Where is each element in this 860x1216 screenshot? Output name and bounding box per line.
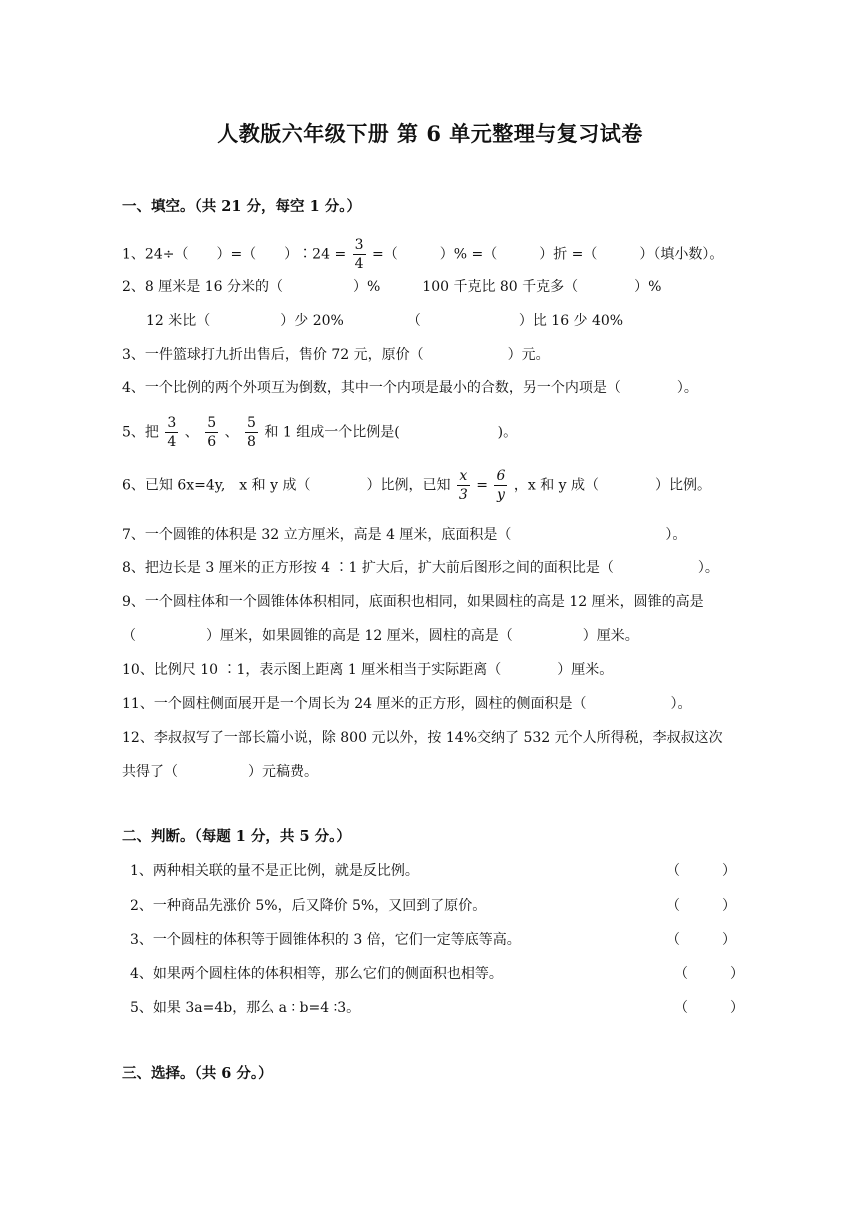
judge-item-2: 2、一种商品先涨价 5%，后又降价 5%，又回到了原价。: [130, 898, 487, 914]
question-8: 8、把边长是 3 厘米的正方形按 4 ∶1 扩大后，扩大前后图形之间的面积比是（ ）。: [122, 560, 719, 576]
question-6-part-b: ，x 和 y 成（ ）比例。: [513, 477, 711, 494]
judge-item-5: 5、如果 3a=4b，那么 a ∶ b=4 ∶3。: [130, 1000, 361, 1016]
question-3: 3、一件篮球打九折出售后，售价 72 元，原价（ ）元。: [122, 347, 550, 363]
judge-item-1: 1、两种相关联的量不是正比例，就是反比例。: [130, 863, 419, 879]
question-1-part-a: 1、24÷（ ）=（ ）∶24 =: [122, 246, 347, 263]
fraction-5-8: [245, 416, 258, 449]
judge-answer-paren-2: （ ）: [666, 898, 736, 914]
question-6: [122, 469, 711, 502]
page-title: 人教版六年级下册 第 6 单元整理与复习试卷: [217, 121, 643, 146]
judge-item-4: 4、如果两个圆柱体的体积相等，那么它们的侧面积也相等。: [130, 966, 503, 982]
separator: 、: [224, 424, 239, 441]
question-10: 10、比例尺 10 ∶1，表示图上距离 1 厘米相当于实际距离（ ）厘米。: [122, 662, 614, 678]
fraction-denominator: 6: [207, 434, 217, 450]
question-1-part-b: =（ ）% =（ ）折 =（ ）（填小数）。: [372, 246, 724, 263]
judge-answer-paren-3: （ ）: [666, 932, 736, 948]
question-9-line-1: 9、一个圆柱体和一个圆锥体体积相同，底面积也相同，如果圆柱的高是 12 厘米，圆锥的高是: [122, 594, 704, 610]
fraction-numerator: 5: [207, 415, 217, 431]
fraction-3-4: [353, 238, 366, 271]
fraction-numerator: 5: [247, 415, 256, 431]
question-5-prefix: 5、把: [122, 424, 159, 441]
question-12-line-2: 共得了（ ）元稿费。: [122, 764, 318, 780]
question-4: 4、一个比例的两个外项互为倒数，其中一个内项是最小的合数，另一个内项是（ ）。: [122, 380, 698, 396]
question-5: [122, 416, 517, 449]
section-1-heading: 一、填空。（共 21 分，每空 1 分。）: [122, 198, 361, 215]
question-7: 7、一个圆锥的体积是 32 立方厘米，高是 4 厘米，底面积是（ ）。: [122, 527, 687, 543]
fraction-x-3: [457, 469, 470, 502]
section-3-heading: 三、选择。（共 6 分。）: [122, 1065, 273, 1082]
fraction-denominator: 3: [458, 487, 468, 503]
fraction-numerator: 3: [354, 237, 364, 253]
fraction-3-4: [165, 416, 178, 449]
fraction-numerator: x: [457, 469, 470, 486]
judge-answer-paren-1: （ ）: [666, 863, 736, 879]
separator: 、: [184, 424, 199, 441]
question-2-line-2: 12 米比（ ）少 20% （ ）比 16 少 40%: [146, 313, 624, 329]
question-9-line-2: （ ）厘米，如果圆锥的高是 12 厘米，圆柱的高是（ ）厘米。: [122, 628, 639, 644]
fraction-6-y: [494, 469, 507, 502]
fraction-denominator: 4: [167, 434, 177, 450]
fraction-5-6: [205, 416, 218, 449]
judge-item-3: 3、一个圆柱的体积等于圆锥体积的 3 倍，它们一定等底等高。: [130, 932, 521, 948]
equals-sign: =: [476, 477, 489, 494]
fraction-denominator: 4: [354, 256, 364, 272]
question-2-line-1: 2、8 厘米是 16 分米的（ ）% 100 千克比 80 千克多（ ）%: [122, 279, 662, 295]
section-2-heading: 二、判断。（每题 1 分，共 5 分。）: [122, 828, 351, 845]
fraction-denominator: y: [496, 487, 505, 503]
judge-answer-paren-5: （ ）: [674, 1000, 744, 1016]
question-1: [122, 238, 723, 271]
fraction-numerator: 6: [496, 468, 506, 484]
fraction-denominator: 8: [247, 434, 256, 450]
question-12-line-1: 12、李叔叔写了一部长篇小说，除 800 元以外，按 14%交纳了 532 元个人所得税，李叔叔这次: [122, 730, 723, 746]
question-11: 11、一个圆柱侧面展开是一个周长为 24 厘米的正方形，圆柱的侧面积是（ ）。: [122, 696, 692, 712]
question-5-suffix: 和 1 组成一个比例是( )。: [264, 424, 518, 441]
fraction-numerator: 3: [167, 415, 177, 431]
judge-answer-paren-4: （ ）: [674, 966, 744, 982]
question-6-part-a: 6、已知 6x=4y, x 和 y 成（ ）比例，已知: [122, 477, 451, 494]
